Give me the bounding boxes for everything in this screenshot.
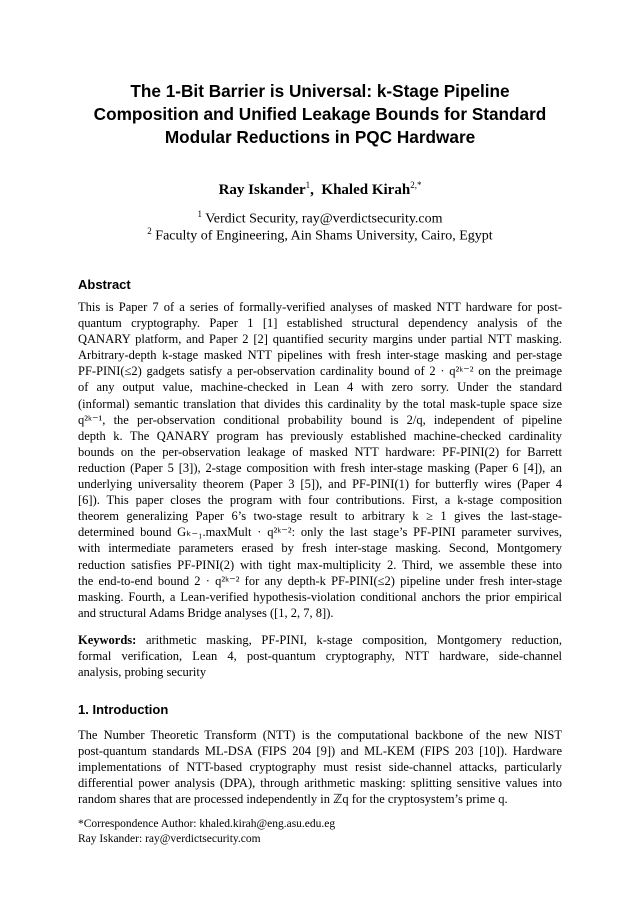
text-line: and structural Adams Bridge analyses ([1, 2, 7, 8]). (78, 605, 334, 620)
affil-mark: 2 (147, 226, 152, 236)
text-line: implementations of NTT-based cryptography must resist side-channel attacks, particularly (78, 760, 562, 775)
affiliation (60, 209, 580, 228)
title-line: Composition and Unified Leakage Bounds for Standard (93, 104, 547, 124)
keywords (78, 632, 562, 680)
author-affil-mark: 1 (305, 180, 311, 190)
text-line: quantum cryptography. Paper 1 [1] established structural dependency analysis of the (78, 316, 562, 331)
keywords-label: Keywords: (78, 633, 137, 647)
text-line: (informal) semantic translation that divides this cardinality by the total mask-tuple space size (78, 396, 562, 411)
text-line: random shares that are processed independently in ℤq for the cryptosystem’s prime q. (78, 792, 508, 807)
text-line: bounds on the per-observation leakage of masked NTT hardware: PF-PINI(2) for Barrett (78, 444, 562, 459)
title-line: Modular Reductions in PQC Hardware (164, 127, 476, 147)
text-line: QANARY platform, and Paper 2 [2] quantified security margins under partial NTT masking. (78, 332, 562, 347)
footnotes (78, 817, 562, 847)
abstract-heading: Abstract (78, 277, 131, 292)
title-line: The 1-Bit Barrier is Universal: k-Stage Pipeline (130, 81, 510, 101)
abstract-body (78, 299, 562, 621)
paper-title (60, 80, 580, 149)
footnote: *Correspondence Author: khaled.kirah@eng.asu.edu.eg (78, 818, 336, 830)
text-line: post-quantum standards ML-DSA (FIPS 204 [9]) and ML-KEM (FIPS 203 [10]). Hardware (78, 744, 562, 759)
introduction-body (78, 727, 562, 807)
text-line: [6]). This paper closes the program with four contributions. First, a k-stage composition (78, 493, 562, 508)
keywords-text: arithmetic masking, PF-PINI, k-stage composition, Montgomery reduction, (136, 633, 562, 647)
text-line: underlying universality theorem (Paper 3 [5]), and PF-PINI(1) for butterfly wires (Paper 4 (78, 477, 562, 492)
text-line: depth k. The QANARY program has previously established machine-checked cardinality (78, 428, 562, 443)
text-line: of any output value, machine-checked in Lean 4 with zero sorry. Under the standard (78, 380, 562, 395)
text-line: determined bound Gₖ₋₁.maxMult · q²ᵏ⁻²: only the last stage’s PF-PINI parameter survives, (78, 525, 562, 540)
affil-text: Verdict Security, ray@verdictsecurity.com (205, 211, 443, 227)
author-name: Ray Iskander (218, 182, 306, 198)
text-line: the end-to-end bound 2 · q²ᵏ⁻² for any depth-k PF-PINI(≤2) pipeline under fresh inter-stage (78, 573, 562, 588)
affiliation (60, 226, 580, 245)
text-line: with intermediate parameters erased by fresh inter-stage masking. Second, Montgomery (78, 541, 562, 556)
text-line: differential power analysis (DPA), through arithmetic masking: splitting sensitive values into (78, 776, 562, 791)
text-line: q²ᵏ⁻¹, the per-observation conditional probability bound is 2/q, independent of pipeline (78, 412, 562, 427)
text-line: Arbitrary-depth k-stage masked NTT pipelines with fresh inter-stage masking and per-stage (78, 348, 562, 363)
text-line: masking. Fourth, a Lean-verified hypothesis-violation conditional anchors the prior empirical (78, 589, 562, 604)
keywords-text: analysis, probing security (78, 665, 207, 680)
text-line: The Number Theoretic Transform (NTT) is the computational backbone of the new NIST (78, 728, 562, 742)
footnote: Ray Iskander: ray@verdictsecurity.com (78, 833, 261, 845)
text-line: This is Paper 7 of a series of formally-verified analyses of masked NTT hardware for post- (78, 300, 562, 314)
author-list: Ray Iskander$^1$, Khaled Kirah$^{2,*}$ (218, 180, 422, 198)
affil-mark: 1 (197, 209, 202, 219)
keywords-text: formal verification, Lean 4, post-quantum cryptography, NTT hardware, side-channel (78, 649, 562, 664)
introduction-heading: 1. Introduction (78, 702, 169, 717)
affil-text: Faculty of Engineering, Ain Shams University, Cairo, Egypt (155, 228, 493, 244)
text-line: PF-PINI(≤2) gadgets satisfy a per-observation cardinality bound of 2 · q²ᵏ⁻² on the preimage (78, 364, 562, 379)
text-line: theorem generalizing Paper 6’s two-stage result to arbitrary k ≥ 1 gives the last-stage- (78, 509, 562, 524)
author-affil-mark: 2,* (410, 180, 422, 190)
author-name: Khaled Kirah (321, 182, 411, 198)
text-line: reduction satisfies PF-PINI(2) with tight max-multiplicity 2. Third, we assemble these into (78, 557, 562, 572)
text-line: reduction (Paper 5 [3]), 2-stage composition with fresh inter-stage masking (Paper 6 [4]), an (78, 460, 562, 475)
